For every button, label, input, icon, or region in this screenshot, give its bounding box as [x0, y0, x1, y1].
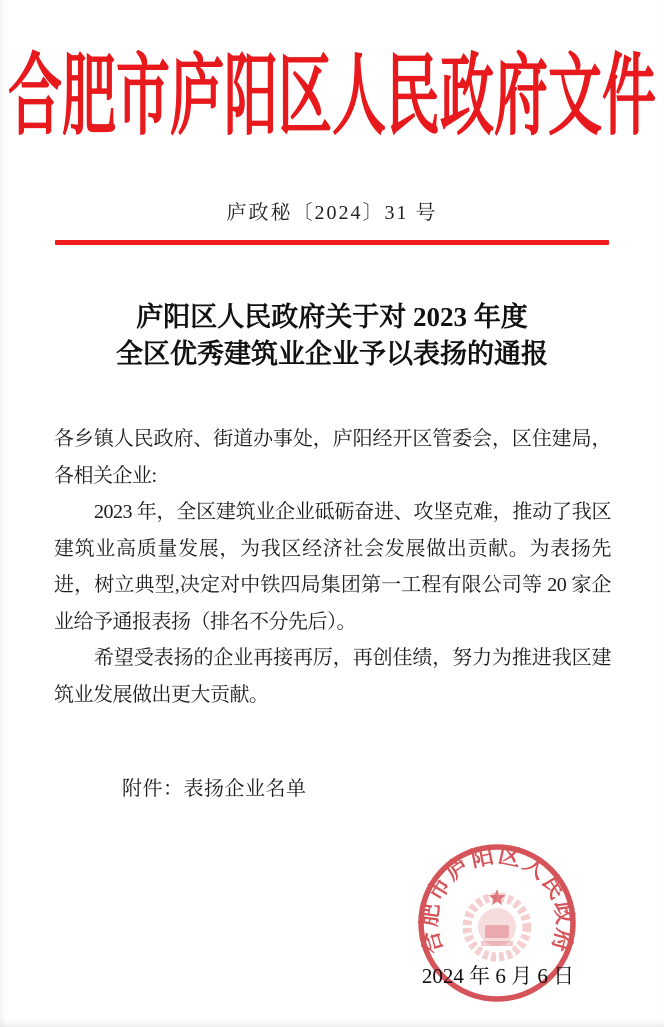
document-date: 2024 年 6 月 6 日	[421, 964, 575, 988]
salutation: 各乡镇人民政府、街道办事处，庐阳经开区管委会，区住建局，各相关企业:	[54, 428, 611, 487]
document-number: 庐政秘〔2024〕31 号	[226, 202, 438, 224]
document-title-line1: 庐阳区人民政府关于对 2023 年度	[136, 302, 528, 332]
body-paragraph-2: 希望受表扬的企业再接再厉，再创佳绩，努力为推进我区建筑业发展做出更大贡献。	[54, 647, 611, 706]
document-title	[0, 299, 664, 373]
body-paragraph-1: 2023 年，全区建筑业企业砥砺奋进、攻坚克难，推动了我区建筑业高质量发展，为我区经济社会发展做出贡献。为表扬先进，树立典型,决定对中铁四局集团第一工程有限公司等 20 家企业给予通报表扬（排名不分先后）。	[54, 501, 611, 633]
red-divider-line	[55, 240, 609, 245]
document-title-line2: 全区优秀建筑业企业予以表扬的通报	[116, 339, 548, 369]
star-icon	[488, 889, 505, 905]
seal-text-path: 合肥市庐阳区人民政府	[416, 842, 578, 957]
document-body	[54, 421, 611, 713]
attachment-line: 附件：表扬企业名单	[122, 778, 307, 800]
national-emblem-icon	[467, 889, 527, 957]
letterhead-title: 合肥市庐阳区人民政府文件	[8, 47, 656, 147]
